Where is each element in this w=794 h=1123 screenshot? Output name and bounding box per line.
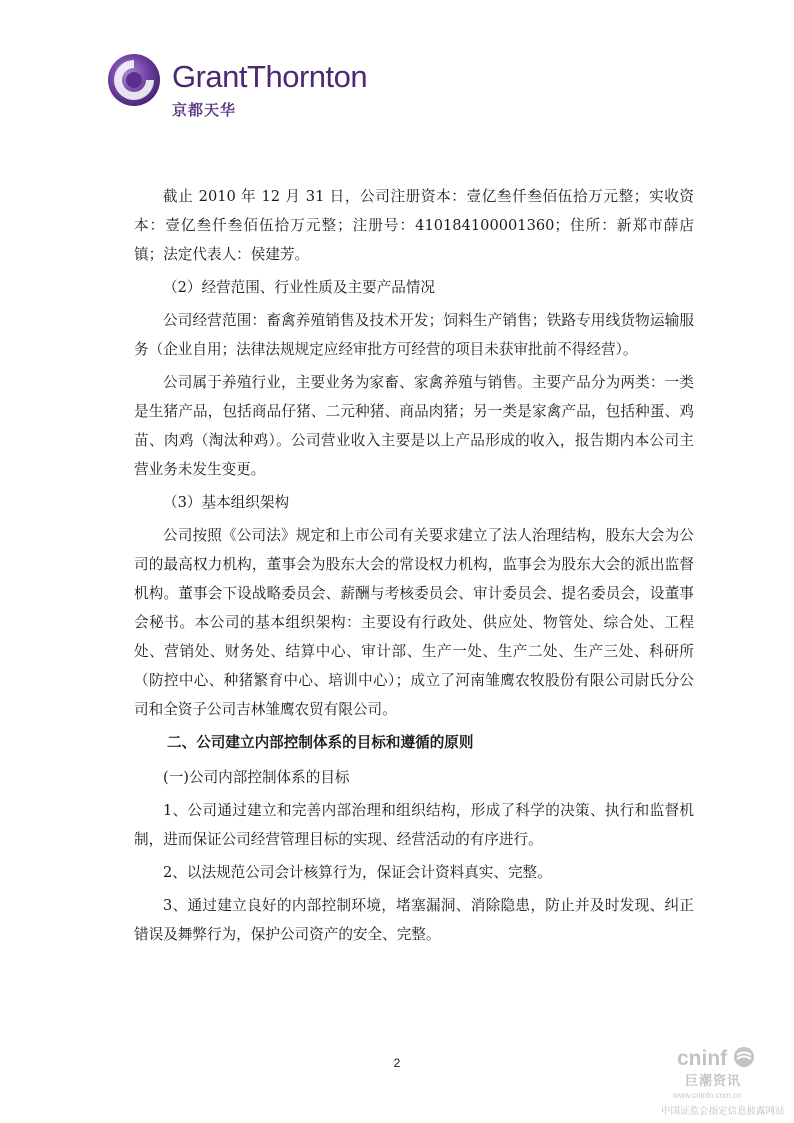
- paragraph-registration: 截止 2010 年 12 月 31 日，公司注册资本：壹亿叁仟叁佰伍拾万元整；实收资本：壹亿叁仟叁佰伍拾万元整；注册号：410184100001360；住所：新郑市薛店镇；法定代表人：侯建芳。: [134, 188, 694, 263]
- watermark-url: www.cninfo.com.cn: [673, 1091, 742, 1100]
- cninf-logo-icon: [677, 1046, 755, 1071]
- subheading-business-scope: （2）经营范围、行业性质及主要产品情况: [163, 279, 435, 296]
- watermark-tagline: 中国证监会指定信息披露网站: [661, 1106, 785, 1117]
- grant-thornton-logo-icon: [106, 52, 162, 108]
- section-heading-internal-control: 二、公司建立内部控制体系的目标和遵循的原则: [167, 734, 474, 751]
- list-item-objective-3: 3、通过建立良好的内部控制环境，堵塞漏洞、消除隐患，防止并及时发现、纠正错误及舞弊行为，保护公司资产的安全、完整。: [134, 897, 694, 943]
- list-item-objective-2: 2、以法规范公司会计核算行为，保证会计资料真实、完整。: [163, 864, 552, 881]
- paragraph-industry: 公司属于养殖行业，主要业务为家畜、家禽养殖与销售。主要产品分为两类：一类是生猪产品，包括商品仔猪、二元种猪、商品肉猪；另一类是家禽产品，包括种蛋、鸡苗、肉鸡（淘汰种鸡）。公司营业收入主要是以上产品形成的收入，报告期内本公司主营业务未发生变更。: [134, 374, 694, 478]
- grant-thornton-logo: [106, 50, 406, 130]
- subheading-organization: （3）基本组织架构: [163, 494, 290, 511]
- cninfo-watermark: [655, 1046, 794, 1123]
- document-body: [134, 182, 694, 953]
- logo-name: GrantThornton: [172, 59, 368, 94]
- subheading-control-objectives: (一)公司内部控制体系的目标: [163, 769, 350, 786]
- logo-subtitle: 京都天华: [172, 101, 237, 119]
- paragraph-business-scope: 公司经营范围：畜禽养殖销售及技术开发；饲料生产销售；铁路专用线货物运输服务（企业自用；法律法规规定应经审批方可经营的项目未获审批前不得经营）。: [134, 312, 694, 358]
- watermark-logo-text: cninf: [677, 1047, 728, 1070]
- list-item-objective-1: 1、公司通过建立和完善内部治理和组织结构，形成了科学的决策、执行和监督机制，进而保证公司经营管理目标的实现、经营活动的有序进行。: [134, 802, 694, 848]
- page-number: 2: [393, 1056, 401, 1070]
- watermark-name: 巨潮资讯: [685, 1074, 742, 1089]
- paragraph-organization: 公司按照《公司法》规定和上市公司有关要求建立了法人治理结构，股东大会为公司的最高权力机构，董事会为股东大会的常设权力机构，监事会为股东大会的派出监督机构。董事会下设战略委员会、薪酬与考核委员会、审计委员会、提名委员会，设董事会秘书。本公司的基本组织架构：主要设有行政处、供应处、物管处、综合处、工程处、营销处、财务处、结算中心、审计部、生产一处、生产二处、生产三处、科研所（防控中心、种猪繁育中心、培训中心）；成立了河南雏鹰农牧股份有限公司尉氏分公司和全资子公司吉林雏鹰农贸有限公司。: [134, 527, 694, 718]
